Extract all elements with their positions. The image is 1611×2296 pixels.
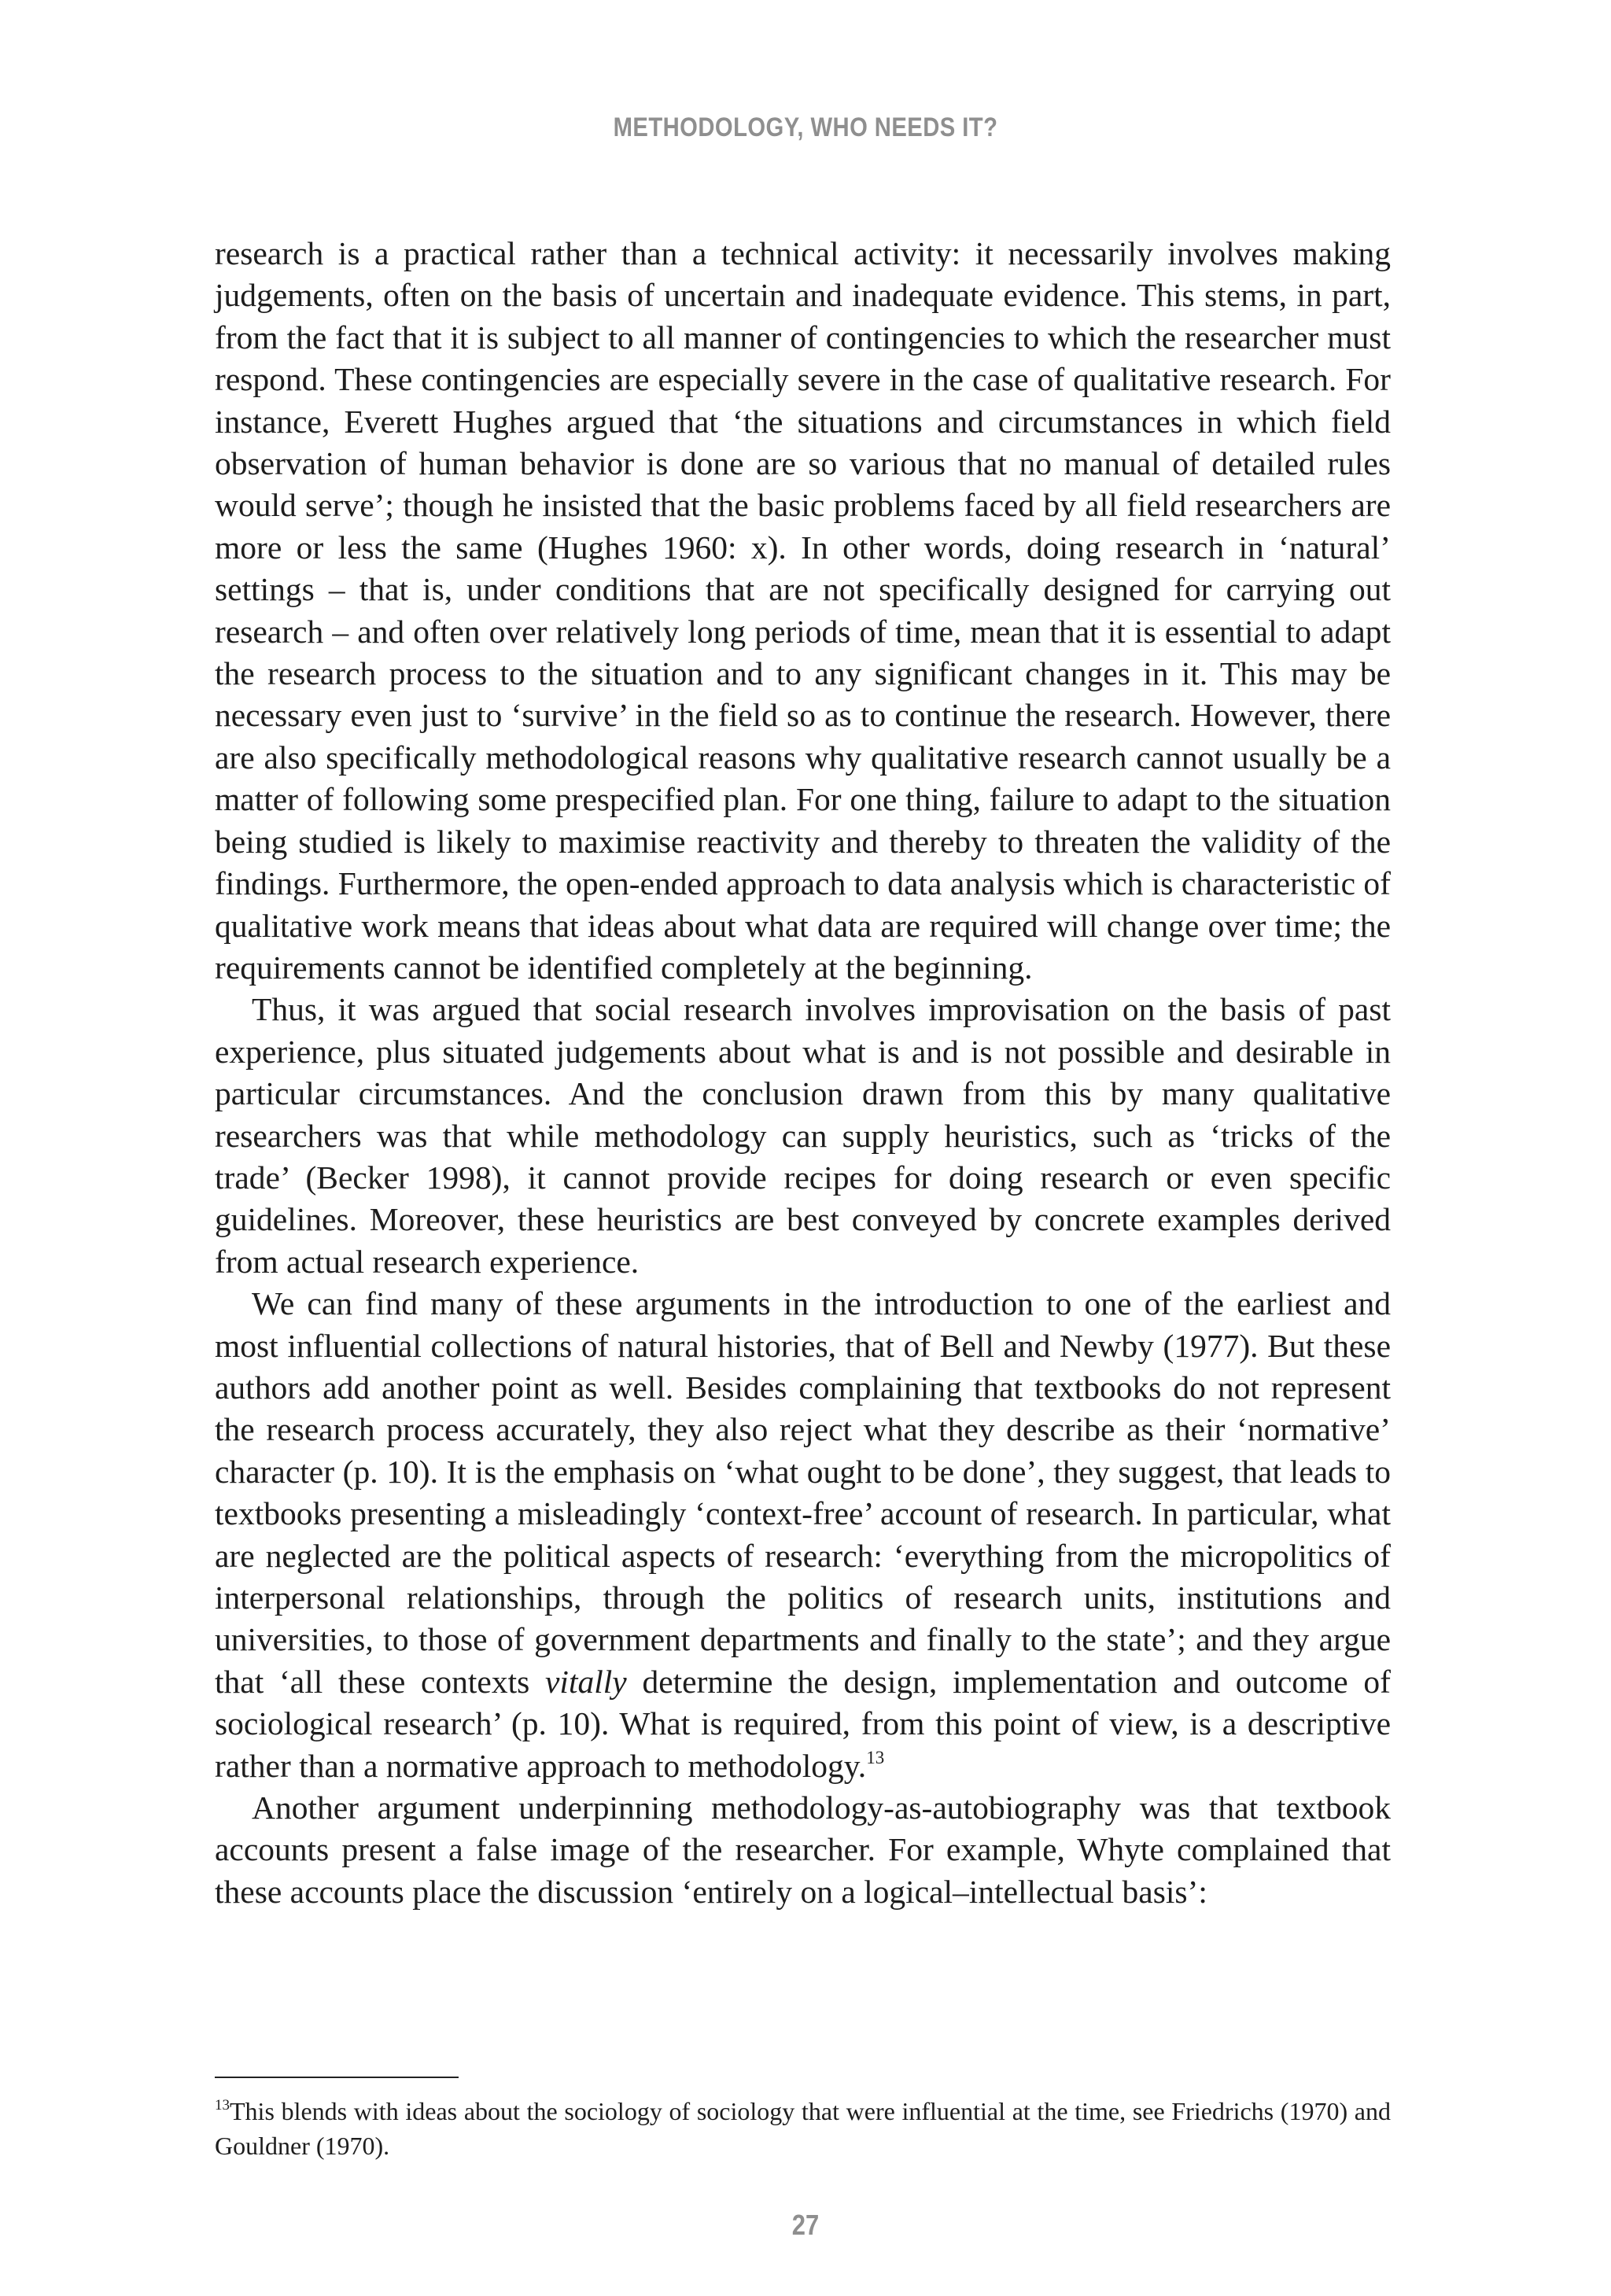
body-text	[215, 233, 1391, 1913]
paragraph-4: Another argument underpinning methodology-as-autobiography was that textbook accounts present a false image of the researcher. For example, Whyte complained that these accounts place the discussion ‘entirely on a logical–intellectual basis’:	[215, 1789, 1391, 1910]
page-number: 27	[791, 2209, 820, 2241]
paragraph-3-text-start: We can find many of these arguments in the introduction to one of the earliest and most influential collections of natural histories, that of Bell and Newby (1977). But these authors add another point as well. Besides complaining that textbooks do not represent the research process accurately, they also reject what they describe as their ‘normative’ character (p. 10). It is the emphasis on ‘what ought to be done’, they suggest, that leads to textbooks presenting a misleadingly ‘context-free’ account of research. In particular, what are neglected are the political aspects of research: ‘everything from the micropolitics of interpersonal relationships, through the politics of research units, institutions and universities, to those of government departments and finally to the state’; and they argue that ‘all these contexts	[215, 1285, 1391, 1700]
paragraph-1: research is a practical rather than a technical activity: it necessarily involves making judgements, often on the basis of uncertain and inadequate evidence. This stems, in part, from the fact that it is subject to all manner of contingencies to which the researcher must respond. These contingencies are especially severe in the case of qualitative research. For instance, Everett Hughes argued that ‘the situations and circumstances in which field observation of human behavior is done are so various that no manual of detailed rules would serve’; though he insisted that the basic problems faced by all field researchers are more or less the same (Hughes 1960: x). In other words, doing research in ‘natural’ settings – that is, under conditions that are not specifically designed for carrying out research – and often over relatively long periods of time, mean that it is essential to adapt the research process to the situation and to any significant changes in it. This may be necessary even just to ‘survive’ in the field so as to continue the research. However, there are also specifically methodological reasons why qualitative research cannot usually be a matter of following some prespecified plan. For one thing, failure to adapt to the situation being studied is likely to maximise reactivity and thereby to threaten the validity of the findings. Furthermore, the open-ended approach to data analysis which is characteristic of qualitative work means that ideas about what data are required will change over time; the requirements cannot be identified completely at the beginning.	[215, 235, 1391, 986]
footnote-text: This blends with ideas about the sociology of sociology that were influential at the time, see Friedrichs (1970) and Gouldner (1970).	[215, 2097, 1391, 2160]
footnote-reference-13[interactable]: 13	[866, 1747, 885, 1767]
emphasis-vitally: vitally	[545, 1663, 627, 1700]
footnote-marker: 13	[215, 2097, 230, 2114]
running-header: METHODOLOGY, WHO NEEDS IT?	[613, 112, 998, 142]
paragraph-2: Thus, it was argued that social research involves improvisation on the basis of past experience, plus situated judgements about what is and is not possible and desirable in particular circumstances. And the conclusion drawn from this by many qualitative researchers was that while methodology can supply heuristics, such as ‘tricks of the trade’ (Becker 1998), it cannot provide recipes for doing research or even specific guidelines. Moreover, these heuristics are best conveyed by concrete examples derived from actual research experience.	[215, 991, 1391, 1280]
paragraph-3	[215, 1283, 1391, 1787]
footnote-divider	[215, 2077, 459, 2078]
footnote-13	[215, 2094, 1391, 2163]
paragraph-3-text-end: determine the design, implementation and outcome of sociological research’ (p. 10). What is required, from this point of view, is a descriptive rather than a normative approach to methodology.	[215, 1663, 1391, 1784]
